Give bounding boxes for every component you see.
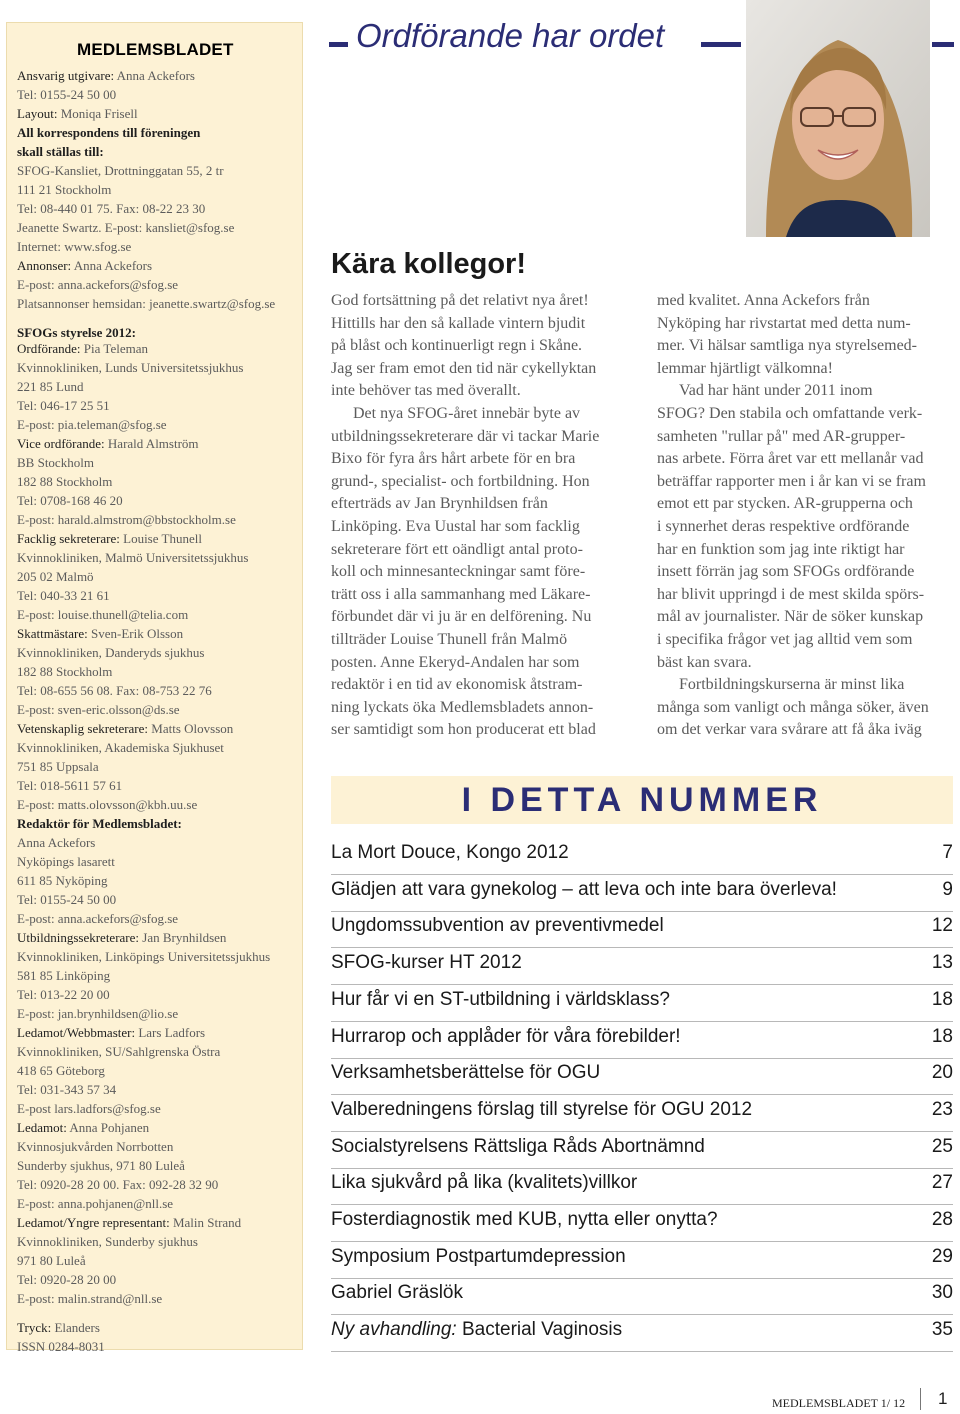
masthead-line-text: Platsannonser hemsidan: jeanette.swartz@sfog.se [17, 296, 276, 311]
masthead-line [17, 550, 248, 566]
masthead-line [17, 759, 99, 775]
masthead-line [17, 1025, 205, 1041]
masthead-line-text: Lars Ladfors [135, 1025, 206, 1040]
toc-item-page: 13 [931, 952, 953, 974]
masthead-line-text: Kvinnokliniken, SU/Sahlgrenska Östra [17, 1044, 221, 1059]
masthead-line-text: E-post: jan.brynhildsen@lio.se [17, 1006, 179, 1021]
masthead-line-text: Jeanette Swartz. E-post: kansliet@sfog.se [17, 220, 235, 235]
toc-item-page: 9 [942, 878, 953, 900]
masthead-line [17, 163, 224, 179]
masthead-line-text: Tel: 046-17 25 51 [17, 398, 110, 413]
masthead-line-text: Tel: 040-33 21 61 [17, 588, 110, 603]
article-line: Jag ser fram emot den tid när cykellyktan [331, 359, 597, 377]
masthead-line-label: Ledamot: [17, 1120, 67, 1135]
masthead-line-text: Sven-Erik Olsson [87, 626, 184, 641]
toc-item-page: 23 [931, 1098, 953, 1120]
masthead-line-text: 221 85 Lund [17, 379, 84, 394]
toc-item [331, 1022, 953, 1059]
section-title: Ordförande har ordet [356, 17, 665, 54]
toc-banner [331, 776, 953, 824]
masthead-line-label: Tryck: [17, 1320, 52, 1335]
toc-item-text: Hur får vi en ST-utbildning i världsklass? [331, 988, 670, 1010]
toc-title: I DETTA NUMMER [461, 781, 823, 819]
article-line: sekreterare fört ett oändligt antal proto- [331, 540, 583, 558]
article-line: mål av journalister. När de söker kunskap [657, 608, 924, 626]
toc-item [331, 875, 953, 912]
toc-item-title [331, 1062, 600, 1084]
masthead-line [17, 873, 108, 889]
article-line: ser samtidigt som hon producerat ett blad [331, 721, 596, 739]
masthead-line-text: All korrespondens till föreningen [17, 125, 201, 140]
article-line: posten. Anne Ekeryd-Andalen har som [331, 653, 580, 671]
masthead-line-text: E-post: louise.thunell@telia.com [17, 607, 189, 622]
masthead-line [17, 531, 202, 547]
masthead-line-text: E-post: harald.almstrom@bbstockholm.se [17, 512, 236, 527]
article-line: med kvalitet. Anna Ackefors från [657, 292, 870, 309]
article-line: samheten "rullar på" med AR-grupper- [657, 427, 906, 445]
header-rule-right [701, 42, 741, 47]
article-line: beträffar rapporter men i år kan vi se fram [657, 472, 926, 490]
masthead-line-text: Kvinnokliniken, Akademiska Sjukhuset [17, 740, 224, 755]
article-line: inte behöver tas med överallt. [331, 382, 521, 400]
toc-item-title [331, 842, 569, 864]
masthead-line [17, 201, 205, 217]
masthead-line [17, 182, 111, 198]
masthead-line [17, 664, 112, 680]
masthead-line [17, 854, 115, 870]
masthead-line-text: E-post: anna.ackefors@sfog.se [17, 277, 179, 292]
masthead-line-text: E-post: sven-eric.olsson@ds.se [17, 702, 180, 717]
masthead-line-text: 182 88 Stockholm [17, 664, 113, 679]
masthead-line-text: E-post: matts.olovsson@kbh.uu.se [17, 797, 198, 812]
masthead-line [17, 683, 212, 699]
masthead-line-label: Facklig sekreterare: [17, 531, 120, 546]
masthead-line [17, 949, 270, 965]
masthead-line [17, 1215, 241, 1231]
toc-item [331, 948, 953, 985]
masthead-line [17, 1044, 220, 1060]
masthead-line [17, 296, 275, 312]
toc-item-prefix: Ny avhandling: [331, 1319, 457, 1341]
masthead-line-text: Kvinnokliniken, Lunds Universitetssjukhus [17, 360, 244, 375]
masthead-line-text: Kvinnokliniken, Malmö Universitetssjukhus [17, 550, 249, 565]
toc-item-title [331, 1026, 681, 1048]
masthead-line-text: Louise Thunell [119, 531, 202, 546]
masthead-line [17, 455, 94, 471]
masthead-line-text: E-post: malin.strand@nll.se [17, 1291, 163, 1306]
masthead-line-label: Ordförande: [17, 341, 81, 356]
masthead-line-text: Tel: 08-655 56 08. Fax: 08-753 22 76 [17, 683, 212, 698]
article-line: Hittills har den så kallade vintern bjudit [331, 314, 586, 332]
masthead-line [17, 417, 167, 433]
masthead-line [17, 220, 234, 236]
masthead-line [17, 1196, 173, 1212]
masthead-line-text: Tel: 0920-28 20 00. Fax: 092-28 32 90 [17, 1177, 219, 1192]
toc-item-title [331, 1172, 637, 1194]
masthead-line-text: BB Stockholm [17, 455, 94, 470]
toc-item-title [331, 915, 664, 937]
article-line: Fortbildningskurserna är minst lika [679, 676, 905, 694]
masthead-line [17, 144, 104, 160]
article-line: koll och minnesanteckningar samt före- [331, 563, 586, 581]
masthead-line [17, 1177, 218, 1193]
masthead-line [17, 258, 152, 274]
masthead-line-text: Anna Ackefors [71, 258, 153, 273]
masthead-line [17, 1101, 161, 1117]
masthead-line-text: Sunderby sjukhus, 971 80 Luleå [17, 1158, 185, 1173]
masthead-line [17, 778, 122, 794]
toc-item-text: Symposium Postpartumdepression [331, 1245, 626, 1267]
masthead-line-text: Kvinnokliniken, Linköpings Universitetssjukhus [17, 949, 271, 964]
masthead-line-text: Kvinnokliniken, Danderyds sjukhus [17, 645, 205, 660]
masthead-line-text: Anna Ackefors [17, 835, 96, 850]
toc-item-title [331, 989, 670, 1011]
masthead-line [17, 816, 182, 832]
masthead-line-text: Moniqa Frisell [57, 106, 138, 121]
masthead-line-label: Annonser: [17, 258, 72, 273]
masthead-line [17, 645, 204, 661]
article-line: många som vanligt och många söker, även [657, 698, 929, 716]
masthead-line-text: 581 85 Linköping [17, 968, 111, 983]
toc-item-text: Verksamhetsberättelse för OGU [331, 1062, 601, 1084]
masthead-line-label: Vice ordförande: [17, 436, 105, 451]
toc-item-page: 12 [931, 915, 953, 937]
toc-item-page: 25 [931, 1135, 953, 1157]
article-line: bäst kan svara. [657, 653, 752, 671]
masthead-line-text: Jan Brynhildsen [139, 930, 227, 945]
article-line: trätt oss i alla sammanhang med Läkare- [331, 585, 591, 603]
toc-item-title [331, 1136, 705, 1158]
masthead-line-text: 205 02 Malmö [17, 569, 94, 584]
toc-item [331, 911, 953, 948]
toc-item-text: La Mort Douce, Kongo 2012 [331, 842, 569, 863]
masthead-line-text: Nyköpings lasarett [17, 854, 115, 869]
masthead-line-label: Layout: [17, 106, 58, 121]
masthead-line-text: Tel: 08-440 01 75. Fax: 08-22 23 30 [17, 201, 206, 216]
masthead-line-text: Redaktör för Medlemsbladet: [17, 816, 182, 831]
masthead-line [17, 702, 180, 718]
masthead-line-text: Kvinnosjukvården Norrbotten [17, 1139, 174, 1154]
masthead-line [17, 277, 178, 293]
masthead-line-text: Tel: 031-343 57 34 [17, 1082, 117, 1097]
masthead-line-text: E-post: pia.teleman@sfog.se [17, 417, 167, 432]
toc-item-page: 27 [931, 1172, 953, 1194]
masthead-line-text: 971 80 Luleå [17, 1253, 86, 1268]
footer-separator [920, 1388, 921, 1410]
article-line: nas arbete. Förra året var ett mellanår vad [657, 450, 924, 468]
article-line: lemmar hjärtligt välkomna! [657, 359, 833, 377]
masthead-line [17, 1006, 178, 1022]
toc-item-page: 7 [942, 842, 953, 863]
masthead-line [17, 379, 83, 395]
masthead-line [17, 835, 95, 851]
masthead-line [17, 87, 116, 103]
toc-item-title [331, 879, 837, 901]
toc-item [331, 1095, 953, 1132]
masthead-line-label: Ledamot/Yngre representant: [17, 1215, 170, 1230]
toc-item [331, 1242, 953, 1279]
article-line: SFOG? Den stabila och omfattande verk- [657, 405, 923, 422]
masthead-line [17, 911, 178, 927]
toc-item [331, 1168, 953, 1205]
toc-item-title [331, 1319, 622, 1341]
masthead-line-text: Tel: 0708-168 46 20 [17, 493, 123, 508]
article-line: förbundet där vi ju är en delförening. Nu [331, 608, 592, 626]
masthead-line [17, 512, 236, 528]
masthead-line [17, 106, 138, 122]
article-line: har en funktion som jag inte riktigt har [657, 540, 905, 558]
masthead-line-text: 751 85 Uppsala [17, 759, 99, 774]
masthead-line-text: ISSN 0284-8031 [17, 1339, 105, 1354]
toc-item-page: 30 [931, 1282, 953, 1304]
article-line: Bixo för fyra års hårt arbete för en bra [331, 450, 576, 468]
toc-item-title [331, 952, 522, 974]
article-line: God fortsättning på det relativt nya året! [331, 292, 589, 309]
masthead-line [17, 721, 233, 737]
masthead-line-text: Anna Ackefors [114, 68, 195, 83]
toc-item-page: 18 [931, 988, 953, 1010]
masthead-line [17, 588, 110, 604]
masthead-line-text: Tel: 013-22 20 00 [17, 987, 110, 1002]
masthead-line [17, 1063, 105, 1079]
masthead-line [17, 1272, 116, 1288]
masthead-line [17, 68, 195, 84]
toc-item-text: Bacterial Vaginosis [456, 1319, 623, 1341]
masthead-line [17, 474, 112, 490]
masthead-line-text: 611 85 Nyköping [17, 873, 108, 888]
toc-item-text: Lika sjukvård på lika (kvalitets)villkor [331, 1172, 638, 1194]
article-line: om det verkar vara svårare att få åka iväg [657, 721, 922, 739]
masthead-line [17, 1082, 116, 1098]
masthead-line [17, 1234, 198, 1250]
masthead-line [17, 493, 123, 509]
masthead-line [17, 892, 116, 908]
masthead-line [17, 968, 110, 984]
article-line: Linköping. Eva Uustal har som facklig [331, 518, 580, 535]
article-line: emot ett par stycken. AR-grupperna och [657, 495, 913, 513]
masthead-line-text: Anna Pohjanen [66, 1120, 150, 1135]
footer-page-number: 1 [938, 1389, 948, 1408]
masthead-line [17, 325, 136, 341]
masthead-line-label: Ledamot/Webbmaster: [17, 1025, 136, 1040]
toc-item [331, 838, 953, 875]
masthead-line-text: Internet: www.sfog.se [17, 239, 132, 254]
masthead-line [17, 626, 183, 642]
article-line: Vad har hänt under 2011 inom [679, 382, 873, 400]
toc-item [331, 1278, 953, 1315]
masthead-line [17, 341, 148, 357]
masthead-line [17, 1339, 105, 1355]
article-line: ning lyckats öka Medlemsbladets annon- [331, 698, 594, 716]
toc-item-title [331, 1099, 752, 1121]
article-line: utbildningssekreterare där vi tackar Marie [331, 427, 600, 445]
masthead-line [17, 125, 200, 141]
masthead-line [17, 987, 110, 1003]
masthead-line-text: Tel: 0920-28 20 00 [17, 1272, 117, 1287]
masthead-line [17, 398, 110, 414]
masthead-line-text: E-post lars.ladfors@sfog.se [17, 1101, 161, 1116]
masthead-line [17, 1120, 149, 1136]
masthead-line [17, 1291, 162, 1307]
masthead-line [17, 1320, 100, 1336]
article-line: på blåst och kontinuerligt regn i Skåne. [331, 337, 583, 355]
footer-publication: MEDLEMSBLADET 1/ 12 [772, 1396, 906, 1410]
article-line: grund-, specialist- och fortbildning. Hon [331, 472, 590, 490]
masthead-line-label: Ansvarig utgivare: [17, 68, 115, 83]
toc-item-text: Valberedningens förslag till styrelse för OGU 2012 [331, 1098, 753, 1120]
chairman-portrait-photo [746, 0, 930, 237]
masthead-line-text: E-post: anna.pohjanen@nll.se [17, 1196, 174, 1211]
masthead-line-text: Tel: 018-5611 57 61 [17, 778, 123, 793]
toc-item-title [331, 1282, 463, 1304]
header-rule-far [932, 42, 954, 47]
masthead-line [17, 569, 94, 585]
masthead-line-text: Elanders [51, 1320, 100, 1335]
masthead-line [17, 740, 224, 756]
masthead-line-text: 111 21 Stockholm [17, 182, 112, 197]
toc-item [331, 1132, 953, 1169]
toc-item-text: Socialstyrelsens Rättsliga Råds Abortnämnd [331, 1135, 705, 1157]
toc-item-text: Glädjen att vara gynekolog – att leva och inte bara överleva! [331, 878, 837, 900]
masthead-line [17, 1158, 185, 1174]
article-line: tillträder Louise Thunell från Malmö [331, 631, 568, 648]
toc-item [331, 985, 953, 1022]
article-line: mer. Vi hälsar samtliga nya styrelsemed- [657, 337, 918, 355]
masthead-line-text: Matts Olovsson [148, 721, 234, 736]
toc-item-page: 20 [931, 1062, 953, 1084]
toc-item-page: 35 [931, 1319, 953, 1341]
article-line: efterträds av Jan Brynhildsen från [331, 495, 548, 513]
masthead-line-label: Utbildningssekreterare: [17, 930, 140, 945]
article-line: har blivit uppringd i de mest skilda spörs- [657, 585, 925, 603]
masthead-line-text: skall ställas till: [17, 144, 104, 159]
masthead-line-text: Harald Almström [104, 436, 199, 451]
masthead-line-text: Malin Strand [169, 1215, 242, 1230]
masthead-line-text: Tel: 0155-24 50 00 [17, 892, 117, 907]
masthead-line [17, 1139, 173, 1155]
toc-item [331, 1205, 953, 1242]
masthead-line [17, 607, 188, 623]
masthead-line [17, 797, 197, 813]
article-line: Det nya SFOG-året innebär byte av [353, 405, 581, 422]
toc-item [331, 1058, 953, 1095]
toc-item-page: 18 [931, 1025, 953, 1047]
masthead-sidebar [6, 22, 303, 1354]
article-line: i synnerhet deras respektive ordförande [657, 518, 910, 535]
masthead-line [17, 360, 243, 376]
masthead-line [17, 239, 131, 255]
toc-item-text: Ungdomssubvention av preventivmedel [331, 915, 664, 937]
masthead-line-text: Kvinnokliniken, Sunderby sjukhus [17, 1234, 198, 1249]
masthead-line-text: SFOGs styrelse 2012: [17, 325, 136, 340]
article-heading: Kära kollegor! [331, 248, 526, 280]
header-rule-left [329, 42, 348, 47]
masthead-line-text: Tel: 0155-24 50 00 [17, 87, 117, 102]
masthead-line-label: Skattmästare: [17, 626, 88, 641]
masthead-line [17, 930, 226, 946]
masthead-title: MEDLEMSBLADET [77, 40, 234, 59]
article-line: insett förrän jag som SFOGs ordförande [657, 563, 915, 581]
article-line: Nyköping har rivstartat med detta num- [657, 314, 911, 332]
masthead-line-text: 418 65 Göteborg [17, 1063, 105, 1078]
masthead-line-text: Pia Teleman [80, 341, 148, 356]
toc-item-text: Gabriel Gräslök [331, 1282, 463, 1304]
article-line: i specifika frågor vet jag alltid vem som [657, 631, 913, 648]
masthead-line-text: 182 88 Stockholm [17, 474, 113, 489]
toc-item-page: 29 [931, 1245, 953, 1267]
article-line: redaktör i en tid av ekonomisk åtstram- [331, 676, 583, 694]
masthead-line [17, 1253, 86, 1269]
toc-item-text: Hurrarop och applåder för våra förebilder! [331, 1025, 681, 1047]
toc-item [331, 1315, 953, 1352]
toc-item-title [331, 1246, 626, 1268]
masthead-line-text: E-post: anna.ackefors@sfog.se [17, 911, 179, 926]
masthead-line-label: Vetenskaplig sekreterare: [17, 721, 149, 736]
toc-item-page: 28 [931, 1209, 953, 1230]
toc-item-text: Fosterdiagnostik med KUB, nytta eller onytta? [331, 1209, 718, 1230]
toc-item-text: SFOG-kurser HT 2012 [331, 952, 522, 974]
toc-item-title [331, 1209, 718, 1231]
toc-divider [331, 1351, 953, 1352]
masthead-line [17, 436, 199, 452]
masthead-line-text: SFOG-Kansliet, Drottninggatan 55, 2 tr [17, 163, 224, 178]
